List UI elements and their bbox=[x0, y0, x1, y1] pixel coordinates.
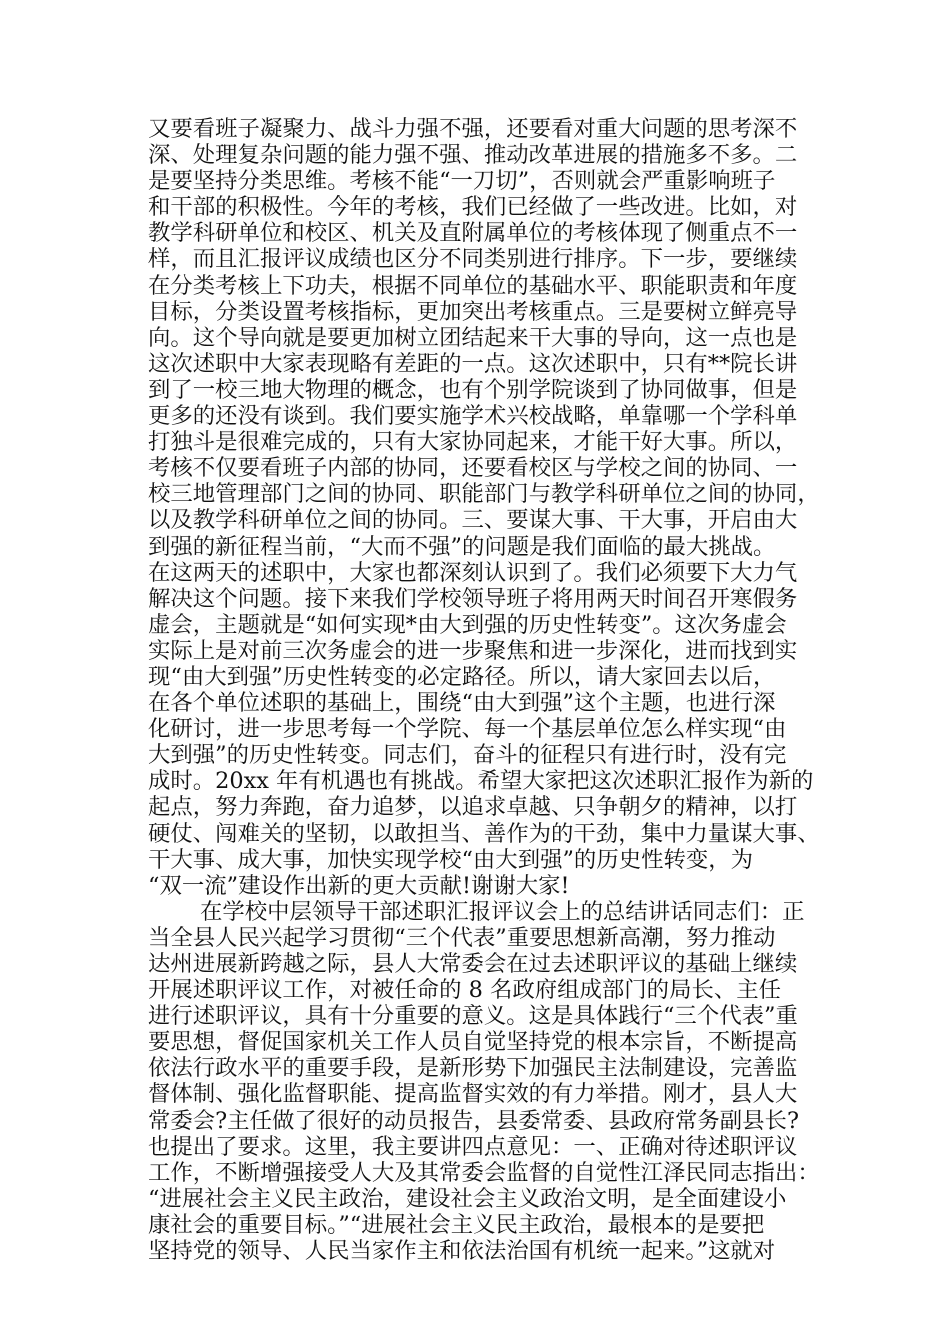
text-line: 硬仗、闯难关的坚韧，以敢担当、善作为的干劲，集中力量谋大事、 bbox=[148, 820, 820, 847]
text-line: 康社会的重要目标。”“进展社会主义民主政治，最根本的是要把 bbox=[148, 1211, 765, 1238]
text-line: 解决这个问题。接下来我们学校领导班子将用两天时间召开寒假务 bbox=[148, 585, 798, 612]
text-line: 更多的还没有谈到。我们要实施学术兴校战略，单靠哪一个学科单 bbox=[148, 403, 798, 430]
text-line: 化研讨，进一步思考每一个学院、每一个基层单位怎么样实现“由 bbox=[148, 716, 787, 743]
text-line: 实际上是对前三次务虚会的进一步聚焦和进一步深化，进而找到实 bbox=[148, 637, 798, 664]
text-line: 考核不仅要看班子内部的协同，还要看校区与学校之间的协同、一 bbox=[148, 455, 798, 482]
text-line: 成时。20xx 年有机遇也有挑战。希望大家把这次述职汇报作为新的 bbox=[148, 768, 814, 795]
text-line: 大到强”的历史性转变。同志们，奋斗的征程只有进行时，没有完 bbox=[148, 742, 787, 769]
paragraph-start-line: 在学校中层领导干部述职汇报评议会上的总结讲话同志们：正 bbox=[200, 898, 805, 925]
text-line: 开展述职评议工作，对被任命的 8 名政府组成部门的局长、主任 bbox=[148, 977, 782, 1004]
text-line: 现“由大到强”历史性转变的必定路径。所以，请大家回去以后， bbox=[148, 663, 776, 690]
text-line: “进展社会主义民主政治，建设社会主义政治文明，是全面建设小 bbox=[148, 1185, 787, 1212]
text-line: 在各个单位述职的基础上，围绕“由大到强”这个主题，也进行深 bbox=[148, 690, 776, 717]
text-line: 教学科研单位和校区、机关及直附属单位的考核体现了侧重点不一 bbox=[148, 220, 798, 247]
text-line: 工作，不断增强接受人大及其常委会监督的自觉性江泽民同志指出： bbox=[148, 1159, 820, 1186]
text-line: 又要看班子凝聚力、战斗力强不强，还要看对重大问题的思考深不 bbox=[148, 116, 798, 142]
text-line: “双一流”建设作出新的更大贡献!谢谢大家! bbox=[148, 872, 570, 899]
text-line: 以及教学科研单位之间的协同。三、要谋大事、干大事，开启由大 bbox=[148, 507, 798, 534]
text-line: 校三地管理部门之间的协同、职能部门与教学科研单位之间的协同， bbox=[148, 481, 820, 508]
text-line: 目标，分类设置考核指标，更加突出考核重点。三是要树立鲜亮导 bbox=[148, 298, 798, 325]
document-body-text bbox=[148, 116, 828, 1264]
text-line: 常委会?主任做了很好的动员报告，县委常委、县政府常务副县长? bbox=[148, 1107, 799, 1134]
text-line: 坚持党的领导、人民当家作主和依法治国有机统一起来。”这就对 bbox=[148, 1238, 776, 1265]
text-line: 到强的新征程当前，“大而不强”的问题是我们面临的最大挑战。 bbox=[148, 533, 776, 560]
text-line: 深、处理复杂问题的能力强不强、推动改革进展的措施多不多。二 bbox=[148, 142, 798, 169]
text-line: 达州进展新跨越之际，县人大常委会在过去述职评议的基础上继续 bbox=[148, 951, 798, 977]
text-line: 样，而且汇报评议成绩也区分不同类别进行排序。下一步，要继续 bbox=[148, 246, 798, 273]
text-line: 起点，努力奔跑，奋力追梦，以追求卓越、只争朝夕的精神，以打 bbox=[148, 794, 798, 821]
text-line: 和干部的积极性。今年的考核，我们已经做了一些改进。比如，对 bbox=[148, 194, 798, 221]
text-line: 要思想，督促国家机关工作人员自觉坚持党的根本宗旨，不断提高 bbox=[148, 1029, 798, 1056]
text-line: 虚会，主题就是“如何实现*由大到强的历史性转变”。这次务虚会 bbox=[148, 611, 787, 638]
text-line: 也提出了要求。这里，我主要讲四点意见：一、正确对待述职评议 bbox=[148, 1133, 798, 1160]
text-line: 干大事、成大事，加快实现学校“由大到强”的历史性转变，为 bbox=[148, 846, 754, 873]
text-line: 是要坚持分类思维。考核不能“一刀切”，否则就会严重影响班子 bbox=[148, 168, 776, 195]
text-line: 当全县人民兴起学习贯彻“三个代表”重要思想新高潮，努力推动 bbox=[148, 924, 776, 951]
text-line: 到了一校三地大物理的概念，也有个别学院谈到了协同做事，但是 bbox=[148, 376, 798, 403]
text-line: 在分类考核上下功夫，根据不同单位的基础水平、职能职责和年度 bbox=[148, 272, 798, 299]
text-line: 依法行政水平的重要手段，是新形势下加强民主法制建设，完善监 bbox=[148, 1055, 798, 1082]
text-line: 打独斗是很难完成的，只有大家协同起来，才能干好大事。所以， bbox=[148, 429, 798, 456]
text-line: 督体制、强化监督职能、提高监督实效的有力举措。刚才，县人大 bbox=[148, 1081, 798, 1108]
text-line: 向。这个导向就是要更加树立团结起来干大事的导向，这一点也是 bbox=[148, 324, 798, 351]
text-line: 进行述职评议，具有十分重要的意义。这是具体践行“三个代表”重 bbox=[148, 1003, 798, 1030]
text-line: 这次述职中大家表现略有差距的一点。这次述职中，只有**院长讲 bbox=[148, 350, 798, 377]
text-line: 在这两天的述职中，大家也都深刻认识到了。我们必须要下大力气 bbox=[148, 559, 798, 586]
